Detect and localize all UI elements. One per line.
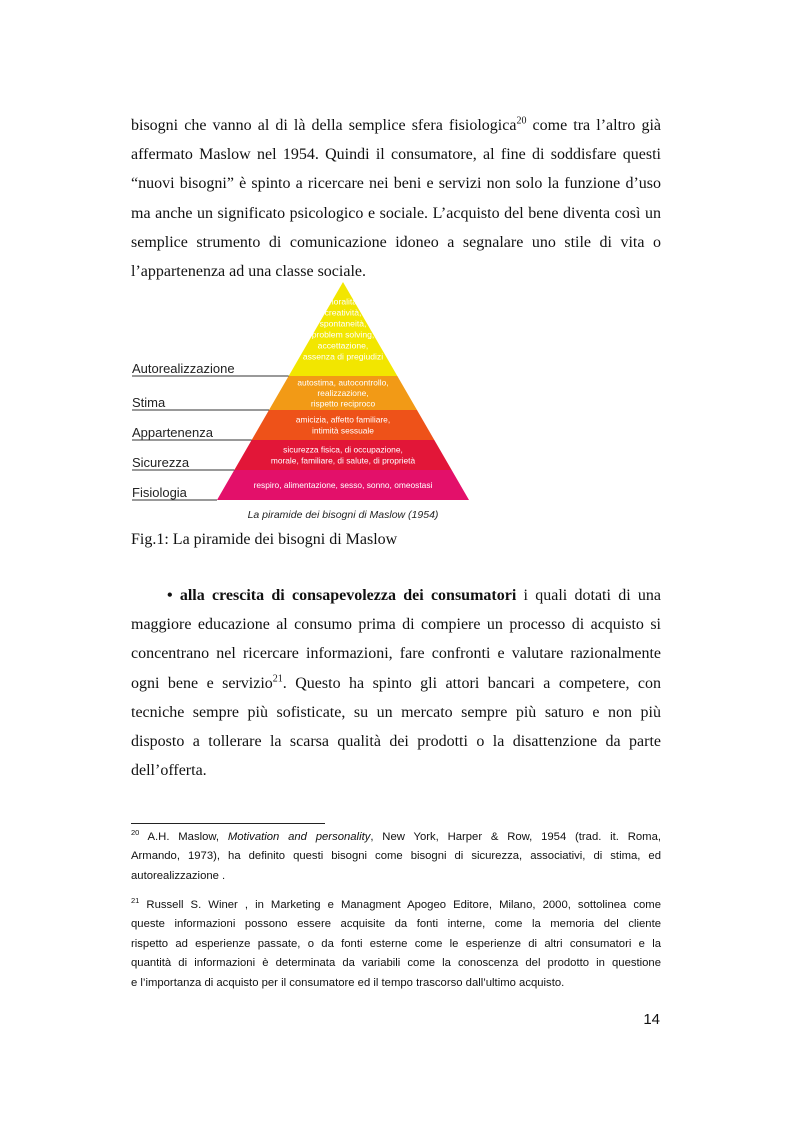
text-line: concentrano nel ricercare informazioni, fare confronti e valutare razionalmente bbox=[131, 645, 661, 663]
pyramid-band-text: intimità sessuale bbox=[312, 425, 374, 436]
text-line: Armando, 1973), ha definito questi bisogni come bisogni di sicurezza, associativi, di stima, ed bbox=[131, 850, 661, 863]
text-line: semplice strumento di comunicazione idoneo a segnalare uno stile di vita o bbox=[131, 233, 661, 251]
page-number: 14 bbox=[643, 1011, 660, 1028]
pyramid-level-label: Appartenenza bbox=[132, 425, 213, 440]
text-line: ogni bene e servizio$^{21}$. Questo ha spinto gli attori bancari a competere, con bbox=[131, 673, 662, 692]
footnote-ref-21[interactable]: 21 bbox=[272, 673, 283, 685]
text-line: rispetto ad esperienze passate, o da fonti esterne come le esperienze di altri consumatori e la bbox=[131, 937, 661, 950]
pyramid-level-label: Stima bbox=[132, 395, 166, 410]
pyramid-band-text: amicizia, affetto familiare, bbox=[295, 414, 391, 425]
text-line: “nuovi bisogni” è spinto a ricercare nei beni e servizi non solo la funzione d’uso bbox=[131, 175, 661, 193]
pyramid-band-text: assenza di pregiudizi bbox=[302, 351, 384, 362]
text-line: $^{20}$ A.H. Maslow, Motivation and personality, New York, Harper & Row, 1954 (trad. it. Roma, bbox=[131, 828, 661, 843]
pyramid-band-text: autostima, autocontrollo, bbox=[297, 377, 389, 388]
footnote-20 bbox=[131, 828, 661, 886]
pyramid-band-text: creatività, bbox=[324, 307, 362, 318]
pyramid-band-text: morale, familiare, di salute, di proprietà bbox=[270, 455, 416, 466]
pyramid-level-label: Autorealizzazione bbox=[132, 361, 235, 376]
pyramid-band-text: respiro, alimentazione, sesso, sonno, omeostasi bbox=[253, 480, 433, 491]
footnote-number: 20 bbox=[131, 828, 140, 838]
text-line: tecniche sempre più sofisticate, su un mercato sempre più saturo e non più bbox=[131, 703, 661, 721]
pyramid-band-text: spontaneità, bbox=[319, 318, 367, 329]
figure-caption: Fig.1: La piramide dei bisogni di Maslow bbox=[131, 531, 398, 548]
body-paragraph-2 bbox=[131, 581, 661, 785]
footnote-number: 21 bbox=[131, 896, 140, 906]
text-line: ma anche un significato psicologico e sociale. L’acquisto del bene diventa così un bbox=[131, 204, 661, 222]
text-line: affermato Maslow nel 1954. Quindi il consumatore, al fine di soddisfare questi bbox=[131, 146, 661, 164]
text-line: dell’offerta. bbox=[131, 762, 207, 780]
text-line: • alla crescita di consapevolezza dei consumatori i quali dotati di una bbox=[167, 587, 662, 604]
footnote-separator bbox=[131, 823, 325, 824]
text-line: maggiore educazione al consumo prima di compiere un processo di acquisto si bbox=[131, 616, 661, 634]
pyramid-band-text: rispetto reciproco bbox=[310, 398, 376, 409]
footnote-ref-20[interactable]: 20 bbox=[516, 115, 527, 127]
pyramid-band-text: accettazione, bbox=[317, 340, 369, 351]
pyramid-band-text: sicurezza fisica, di occupazione, bbox=[283, 444, 403, 455]
pyramid-level-label: Sicurezza bbox=[132, 455, 190, 470]
text-line: e l’importanza di acquisto per il consumatore ed il tempo trascorso dall’ultimo acquisto. bbox=[131, 976, 565, 989]
maslow-pyramid-figure bbox=[129, 278, 474, 528]
pyramid-band-text: moralità, bbox=[326, 296, 360, 307]
text-line: bisogni che vanno al di là della semplice sfera fisiologica$^{20}$ come tra l’altro già bbox=[131, 115, 661, 134]
text-line: l’appartenenza ad una classe sociale. bbox=[131, 263, 366, 281]
pyramid-level-label: Fisiologia bbox=[132, 485, 187, 500]
figure-inner-caption: La piramide dei bisogni di Maslow (1954) bbox=[247, 509, 439, 521]
bullet-heading: • alla crescita di consapevolezza dei consumatori bbox=[167, 587, 517, 604]
text-line: autorealizzazione . bbox=[131, 869, 226, 882]
text-line: $^{21}$ Russell S. Winer , in Marketing e Managment Apogeo Editore, Milano, 2000, sottolinea come bbox=[131, 896, 661, 911]
footnote-21 bbox=[131, 896, 661, 993]
body-paragraph-1 bbox=[131, 111, 661, 286]
text-line: disposto a tollerare la scarsa qualità dei prodotti o la disattenzione da parte bbox=[131, 733, 661, 751]
pyramid-band-text: realizzazione, bbox=[317, 387, 369, 398]
text-line: queste informazioni possono essere acquisite da fonti interne, come la memoria del cliente bbox=[131, 918, 661, 931]
pyramid-band-text: problem solving, bbox=[311, 329, 375, 340]
text-line: quantità di informazioni è determinata da variabili come la conoscenza del prodotto in questione bbox=[131, 957, 661, 970]
